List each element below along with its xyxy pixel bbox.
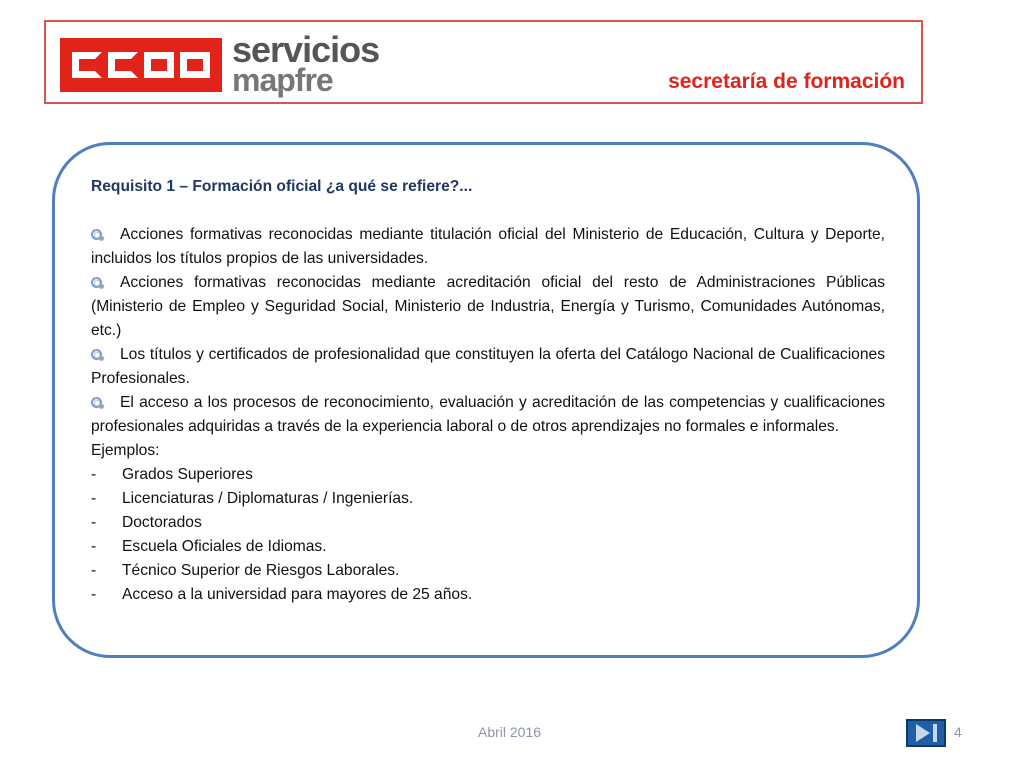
- brand-line-mapfre: mapfre: [232, 62, 333, 98]
- examples-label: Ejemplos:: [91, 442, 160, 459]
- example-item-5: [91, 559, 885, 583]
- bullet-icon: [91, 397, 102, 408]
- bullet-text: Acciones formativas reconocidas mediante acreditación oficial del resto de Administraciones Públicas (Ministerio de Empleo y Seguridad Social, Ministerio de Industria, Energía y Turismo, Comunidades Autónomas, etc.): [91, 274, 885, 339]
- bullet-text: Los títulos y certificados de profesionalidad que constituyen la oferta del Catálogo Nacional de Cualificaciones Profesionales.: [91, 346, 885, 387]
- page-number: 4: [954, 724, 962, 740]
- bullet-icon: [91, 349, 102, 360]
- example-item-1: [91, 463, 885, 487]
- dash-marker: -: [91, 514, 97, 531]
- bullet-text: Acciones formativas reconocidas mediante titulación oficial del Ministerio de Educación, Cultura y Deporte, incluidos los títulos propios de las universidades.: [91, 226, 885, 267]
- bullet-text: El acceso a los procesos de reconocimiento, evaluación y acreditación de las competencias y cualificaciones profesionales adquiridas a través de la experiencia laboral o de otros aprendizajes no formales e informales.: [91, 394, 885, 435]
- content-panel: [52, 142, 920, 658]
- bullet-item-3: [91, 343, 885, 391]
- brand-line-servicios: servicios: [232, 29, 380, 70]
- dash-marker: -: [91, 490, 97, 507]
- example-item-2: [91, 487, 885, 511]
- example-item-6: [91, 583, 885, 607]
- next-slide-button[interactable]: [906, 719, 946, 747]
- dash-marker: -: [91, 586, 97, 603]
- end-bar-icon: [933, 724, 937, 742]
- dash-marker: -: [91, 466, 97, 483]
- play-end-icon: [916, 724, 930, 742]
- example-item-4: [91, 535, 885, 559]
- footer-date: Abril 2016: [478, 724, 542, 740]
- example-text: Técnico Superior de Riesgos Laborales.: [122, 562, 400, 579]
- department-title: secretaría de formación: [668, 70, 905, 93]
- bullet-item-4: [91, 391, 885, 439]
- bullet-icon: [91, 277, 102, 288]
- brand-name: [232, 29, 380, 98]
- logo-letter-o2: [180, 52, 210, 78]
- content-text: [91, 175, 885, 607]
- example-item-3: [91, 511, 885, 535]
- dash-marker: -: [91, 538, 97, 555]
- bullet-item-2: [91, 271, 885, 343]
- requirement-title: Requisito 1 – Formación oficial ¿a qué se refiere?...: [91, 178, 473, 195]
- logo-letter-o1: [144, 52, 174, 78]
- dash-marker: -: [91, 562, 97, 579]
- example-text: Acceso a la universidad para mayores de 25 años.: [122, 586, 473, 603]
- example-text: Doctorados: [122, 514, 202, 531]
- bullet-item-1: [91, 223, 885, 271]
- header-banner: [44, 20, 923, 104]
- example-text: Licenciaturas / Diplomaturas / Ingenierías.: [122, 490, 414, 507]
- logo-letter-c2: [108, 52, 138, 78]
- example-text: Grados Superiores: [122, 466, 253, 483]
- example-text: Escuela Oficiales de Idiomas.: [122, 538, 327, 555]
- ccoo-logo: [60, 38, 222, 92]
- logo-letter-c1: [72, 52, 102, 78]
- bullet-icon: [91, 229, 102, 240]
